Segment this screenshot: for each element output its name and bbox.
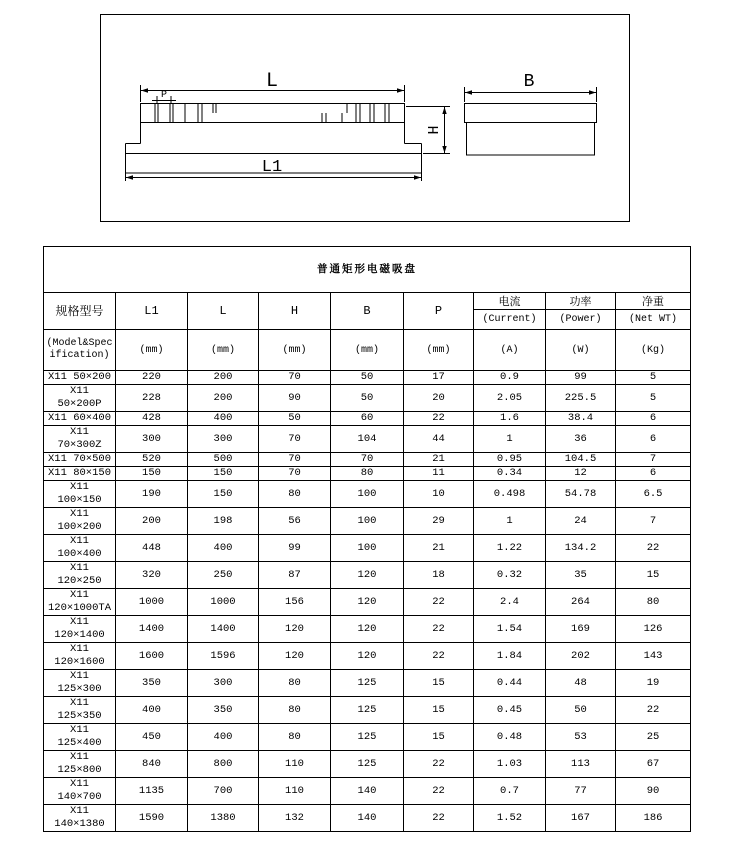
- value-cell: 0.34: [474, 467, 546, 481]
- value-cell: 1.22: [474, 535, 546, 562]
- value-cell: 1.54: [474, 616, 546, 643]
- header-l: L: [188, 293, 259, 330]
- value-cell: 22: [404, 805, 474, 832]
- model-cell: X11 50×200P: [44, 385, 116, 412]
- value-cell: 80: [259, 724, 331, 751]
- model-cell: X11 140×700: [44, 778, 116, 805]
- value-cell: 100: [331, 508, 404, 535]
- value-cell: 22: [616, 535, 691, 562]
- value-cell: 0.44: [474, 670, 546, 697]
- value-cell: 132: [259, 805, 331, 832]
- header-current-en: (Current): [474, 310, 546, 330]
- value-cell: 1: [474, 426, 546, 453]
- value-cell: 120: [331, 562, 404, 589]
- value-cell: 167: [546, 805, 616, 832]
- value-cell: 1.6: [474, 412, 546, 426]
- value-cell: 350: [116, 670, 188, 697]
- header-model: 规格型号: [44, 293, 116, 330]
- table-row: [44, 481, 691, 508]
- table-row: [44, 724, 691, 751]
- value-cell: 250: [188, 562, 259, 589]
- value-cell: 200: [116, 508, 188, 535]
- drawing-svg: [0, 0, 730, 240]
- value-cell: 350: [188, 697, 259, 724]
- value-cell: 5: [616, 385, 691, 412]
- value-cell: 125: [331, 751, 404, 778]
- units-row: [44, 330, 691, 371]
- table-row: [44, 535, 691, 562]
- model-cell: X11 100×200: [44, 508, 116, 535]
- value-cell: 0.498: [474, 481, 546, 508]
- value-cell: 150: [188, 467, 259, 481]
- value-cell: 5: [616, 371, 691, 385]
- value-cell: 22: [404, 589, 474, 616]
- value-cell: 300: [188, 670, 259, 697]
- spec-table-body: [44, 371, 691, 832]
- value-cell: 0.48: [474, 724, 546, 751]
- table-row: [44, 412, 691, 426]
- value-cell: 80: [259, 697, 331, 724]
- header-row-1: [44, 293, 691, 310]
- unit-weight: (Kg): [616, 330, 691, 371]
- value-cell: 18: [404, 562, 474, 589]
- value-cell: 80: [259, 481, 331, 508]
- model-cell: X11 100×150: [44, 481, 116, 508]
- unit-current: (A): [474, 330, 546, 371]
- value-cell: 1400: [188, 616, 259, 643]
- unit-h: (mm): [259, 330, 331, 371]
- value-cell: 99: [546, 371, 616, 385]
- value-cell: 0.95: [474, 453, 546, 467]
- value-cell: 140: [331, 805, 404, 832]
- value-cell: 67: [616, 751, 691, 778]
- value-cell: 60: [331, 412, 404, 426]
- value-cell: 1135: [116, 778, 188, 805]
- value-cell: 448: [116, 535, 188, 562]
- value-cell: 48: [546, 670, 616, 697]
- value-cell: 2.4: [474, 589, 546, 616]
- model-cell: X11 60×400: [44, 412, 116, 426]
- value-cell: 190: [116, 481, 188, 508]
- value-cell: 17: [404, 371, 474, 385]
- table-title: 普通矩形电磁吸盘: [44, 247, 691, 293]
- value-cell: 1380: [188, 805, 259, 832]
- model-cell: X11 120×1000TA: [44, 589, 116, 616]
- value-cell: 50: [331, 371, 404, 385]
- model-cell: X11 100×400: [44, 535, 116, 562]
- table-row: [44, 453, 691, 467]
- value-cell: 53: [546, 724, 616, 751]
- table-row: [44, 467, 691, 481]
- unit-p: (mm): [404, 330, 474, 371]
- header-h: H: [259, 293, 331, 330]
- unit-b: (mm): [331, 330, 404, 371]
- value-cell: 300: [188, 426, 259, 453]
- model-cell: X11 125×350: [44, 697, 116, 724]
- value-cell: 104: [331, 426, 404, 453]
- dim-label-l1: L1: [261, 158, 283, 177]
- value-cell: 50: [546, 697, 616, 724]
- table-row: [44, 589, 691, 616]
- value-cell: 150: [188, 481, 259, 508]
- value-cell: 500: [188, 453, 259, 467]
- value-cell: 120: [331, 589, 404, 616]
- table-row: [44, 371, 691, 385]
- value-cell: 220: [116, 371, 188, 385]
- value-cell: 22: [404, 778, 474, 805]
- value-cell: 200: [188, 371, 259, 385]
- value-cell: 80: [331, 467, 404, 481]
- value-cell: 22: [404, 751, 474, 778]
- value-cell: 6: [616, 412, 691, 426]
- table-row: [44, 643, 691, 670]
- value-cell: 80: [616, 589, 691, 616]
- unit-model-line2: ification): [49, 350, 110, 361]
- header-l1: L1: [116, 293, 188, 330]
- unit-model-line1: (Model&Spec: [46, 338, 113, 349]
- value-cell: 15: [404, 697, 474, 724]
- value-cell: 25: [616, 724, 691, 751]
- value-cell: 1000: [116, 589, 188, 616]
- value-cell: 700: [188, 778, 259, 805]
- table-row: [44, 616, 691, 643]
- value-cell: 120: [331, 616, 404, 643]
- value-cell: 70: [259, 371, 331, 385]
- value-cell: 35: [546, 562, 616, 589]
- model-cell: X11 70×500: [44, 453, 116, 467]
- value-cell: 29: [404, 508, 474, 535]
- value-cell: 70: [259, 426, 331, 453]
- value-cell: 400: [116, 697, 188, 724]
- value-cell: 400: [188, 724, 259, 751]
- value-cell: 520: [116, 453, 188, 467]
- value-cell: 24: [546, 508, 616, 535]
- value-cell: 120: [259, 643, 331, 670]
- value-cell: 0.32: [474, 562, 546, 589]
- value-cell: 400: [188, 535, 259, 562]
- value-cell: 1600: [116, 643, 188, 670]
- value-cell: 1590: [116, 805, 188, 832]
- value-cell: 80: [259, 670, 331, 697]
- model-cell: X11 80×150: [44, 467, 116, 481]
- value-cell: 228: [116, 385, 188, 412]
- end-view: [465, 87, 597, 155]
- value-cell: 110: [259, 778, 331, 805]
- value-cell: 225.5: [546, 385, 616, 412]
- unit-l: (mm): [188, 330, 259, 371]
- value-cell: 320: [116, 562, 188, 589]
- value-cell: 120: [331, 643, 404, 670]
- value-cell: 1596: [188, 643, 259, 670]
- value-cell: 110: [259, 751, 331, 778]
- value-cell: 125: [331, 670, 404, 697]
- header-b: B: [331, 293, 404, 330]
- value-cell: 428: [116, 412, 188, 426]
- value-cell: 12: [546, 467, 616, 481]
- value-cell: 70: [259, 467, 331, 481]
- value-cell: 125: [331, 697, 404, 724]
- value-cell: 0.9: [474, 371, 546, 385]
- header-weight-zh: 净重: [616, 293, 691, 310]
- value-cell: 15: [404, 724, 474, 751]
- model-cell: X11 125×800: [44, 751, 116, 778]
- title-row: [44, 247, 691, 293]
- value-cell: 126: [616, 616, 691, 643]
- value-cell: 99: [259, 535, 331, 562]
- value-cell: 134.2: [546, 535, 616, 562]
- value-cell: 56: [259, 508, 331, 535]
- model-cell: X11 120×250: [44, 562, 116, 589]
- value-cell: 54.78: [546, 481, 616, 508]
- value-cell: 150: [116, 467, 188, 481]
- model-cell: X11 125×300: [44, 670, 116, 697]
- value-cell: 22: [404, 643, 474, 670]
- value-cell: 22: [404, 616, 474, 643]
- spec-table: [43, 246, 691, 832]
- value-cell: 125: [331, 724, 404, 751]
- value-cell: 38.4: [546, 412, 616, 426]
- value-cell: 87: [259, 562, 331, 589]
- spec-table-head: [44, 247, 691, 371]
- dim-label-b: B: [523, 72, 535, 92]
- value-cell: 198: [188, 508, 259, 535]
- table-row: [44, 426, 691, 453]
- value-cell: 6.5: [616, 481, 691, 508]
- value-cell: 11: [404, 467, 474, 481]
- value-cell: 1.03: [474, 751, 546, 778]
- table-row: [44, 697, 691, 724]
- table-row: [44, 778, 691, 805]
- value-cell: 186: [616, 805, 691, 832]
- value-cell: 450: [116, 724, 188, 751]
- table-row: [44, 805, 691, 832]
- header-current-zh: 电流: [474, 293, 546, 310]
- value-cell: 1: [474, 508, 546, 535]
- value-cell: 50: [259, 412, 331, 426]
- model-cell: X11 120×1400: [44, 616, 116, 643]
- value-cell: 156: [259, 589, 331, 616]
- value-cell: 120: [259, 616, 331, 643]
- table-row: [44, 385, 691, 412]
- value-cell: 6: [616, 426, 691, 453]
- value-cell: 0.7: [474, 778, 546, 805]
- value-cell: 143: [616, 643, 691, 670]
- value-cell: 100: [331, 481, 404, 508]
- dim-label-h: H: [426, 125, 443, 135]
- value-cell: 264: [546, 589, 616, 616]
- value-cell: 7: [616, 453, 691, 467]
- value-cell: 100: [331, 535, 404, 562]
- model-cell: X11 120×1600: [44, 643, 116, 670]
- value-cell: 44: [404, 426, 474, 453]
- value-cell: 113: [546, 751, 616, 778]
- value-cell: 21: [404, 453, 474, 467]
- value-cell: 0.45: [474, 697, 546, 724]
- value-cell: 10: [404, 481, 474, 508]
- value-cell: 50: [331, 385, 404, 412]
- drawing-border: [101, 15, 630, 222]
- value-cell: 20: [404, 385, 474, 412]
- value-cell: 21: [404, 535, 474, 562]
- model-cell: X11 70×300Z: [44, 426, 116, 453]
- value-cell: 70: [259, 453, 331, 467]
- model-cell: X11 140×1380: [44, 805, 116, 832]
- dim-label-p: P: [160, 90, 168, 101]
- unit-model: [44, 330, 116, 371]
- value-cell: 300: [116, 426, 188, 453]
- value-cell: 1.84: [474, 643, 546, 670]
- value-cell: 90: [616, 778, 691, 805]
- value-cell: 200: [188, 385, 259, 412]
- value-cell: 90: [259, 385, 331, 412]
- value-cell: 22: [616, 697, 691, 724]
- dim-label-l: L: [265, 70, 279, 93]
- value-cell: 140: [331, 778, 404, 805]
- model-cell: X11 50×200: [44, 371, 116, 385]
- value-cell: 1.52: [474, 805, 546, 832]
- value-cell: 77: [546, 778, 616, 805]
- value-cell: 104.5: [546, 453, 616, 467]
- value-cell: 2.05: [474, 385, 546, 412]
- header-weight-en: (Net WT): [616, 310, 691, 330]
- value-cell: 19: [616, 670, 691, 697]
- value-cell: 400: [188, 412, 259, 426]
- table-row: [44, 562, 691, 589]
- header-power-en: (Power): [546, 310, 616, 330]
- value-cell: 1000: [188, 589, 259, 616]
- table-row: [44, 508, 691, 535]
- value-cell: 7: [616, 508, 691, 535]
- technical-drawing: [0, 0, 730, 245]
- value-cell: 1400: [116, 616, 188, 643]
- table-row: [44, 751, 691, 778]
- value-cell: 22: [404, 412, 474, 426]
- value-cell: 15: [404, 670, 474, 697]
- value-cell: 70: [331, 453, 404, 467]
- table-row: [44, 670, 691, 697]
- value-cell: 800: [188, 751, 259, 778]
- value-cell: 36: [546, 426, 616, 453]
- value-cell: 169: [546, 616, 616, 643]
- header-power-zh: 功率: [546, 293, 616, 310]
- value-cell: 202: [546, 643, 616, 670]
- model-cell: X11 125×400: [44, 724, 116, 751]
- value-cell: 840: [116, 751, 188, 778]
- value-cell: 6: [616, 467, 691, 481]
- unit-power: (W): [546, 330, 616, 371]
- value-cell: 15: [616, 562, 691, 589]
- header-p: P: [404, 293, 474, 330]
- unit-l1: (mm): [116, 330, 188, 371]
